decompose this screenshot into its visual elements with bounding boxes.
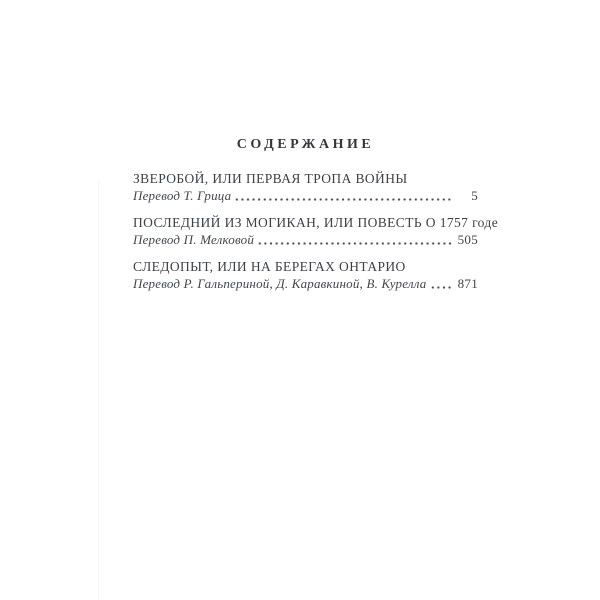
entry-translator: Перевод Т. Грица <box>133 188 232 203</box>
entry-page-number: 505 <box>457 232 478 247</box>
toc-entry <box>133 170 478 204</box>
entry-title: СЛЕДОПЫТ, ИЛИ НА БЕРЕГАХ ОНТАРИО <box>133 259 406 274</box>
dot-leader <box>257 234 453 248</box>
entry-page-number: 871 <box>457 276 478 291</box>
toc-heading: СОДЕРЖАНИЕ <box>236 137 375 152</box>
page-edge-shadow <box>98 180 99 600</box>
entry-subline <box>133 187 478 204</box>
toc-entry <box>133 214 499 248</box>
entry-subline <box>133 231 478 248</box>
entry-title: ЗВЕРОБОЙ, ИЛИ ПЕРВАЯ ТРОПА ВОЙНЫ <box>133 171 408 186</box>
dot-leader <box>430 278 453 292</box>
entry-translator: Перевод Р. Гальпериной, Д. Каравкиной, В. Курелла <box>133 276 427 291</box>
table-of-contents <box>133 137 499 302</box>
entry-title: ПОСЛЕДНИЙ ИЗ МОГИКАН, ИЛИ ПОВЕСТЬ О 1757 годе <box>133 215 499 230</box>
toc-entry <box>133 258 478 292</box>
dot-leader <box>234 190 453 204</box>
entry-subline <box>133 275 478 292</box>
entry-translator: Перевод П. Мелковой <box>133 232 255 247</box>
entry-page-number: 5 <box>471 188 478 203</box>
